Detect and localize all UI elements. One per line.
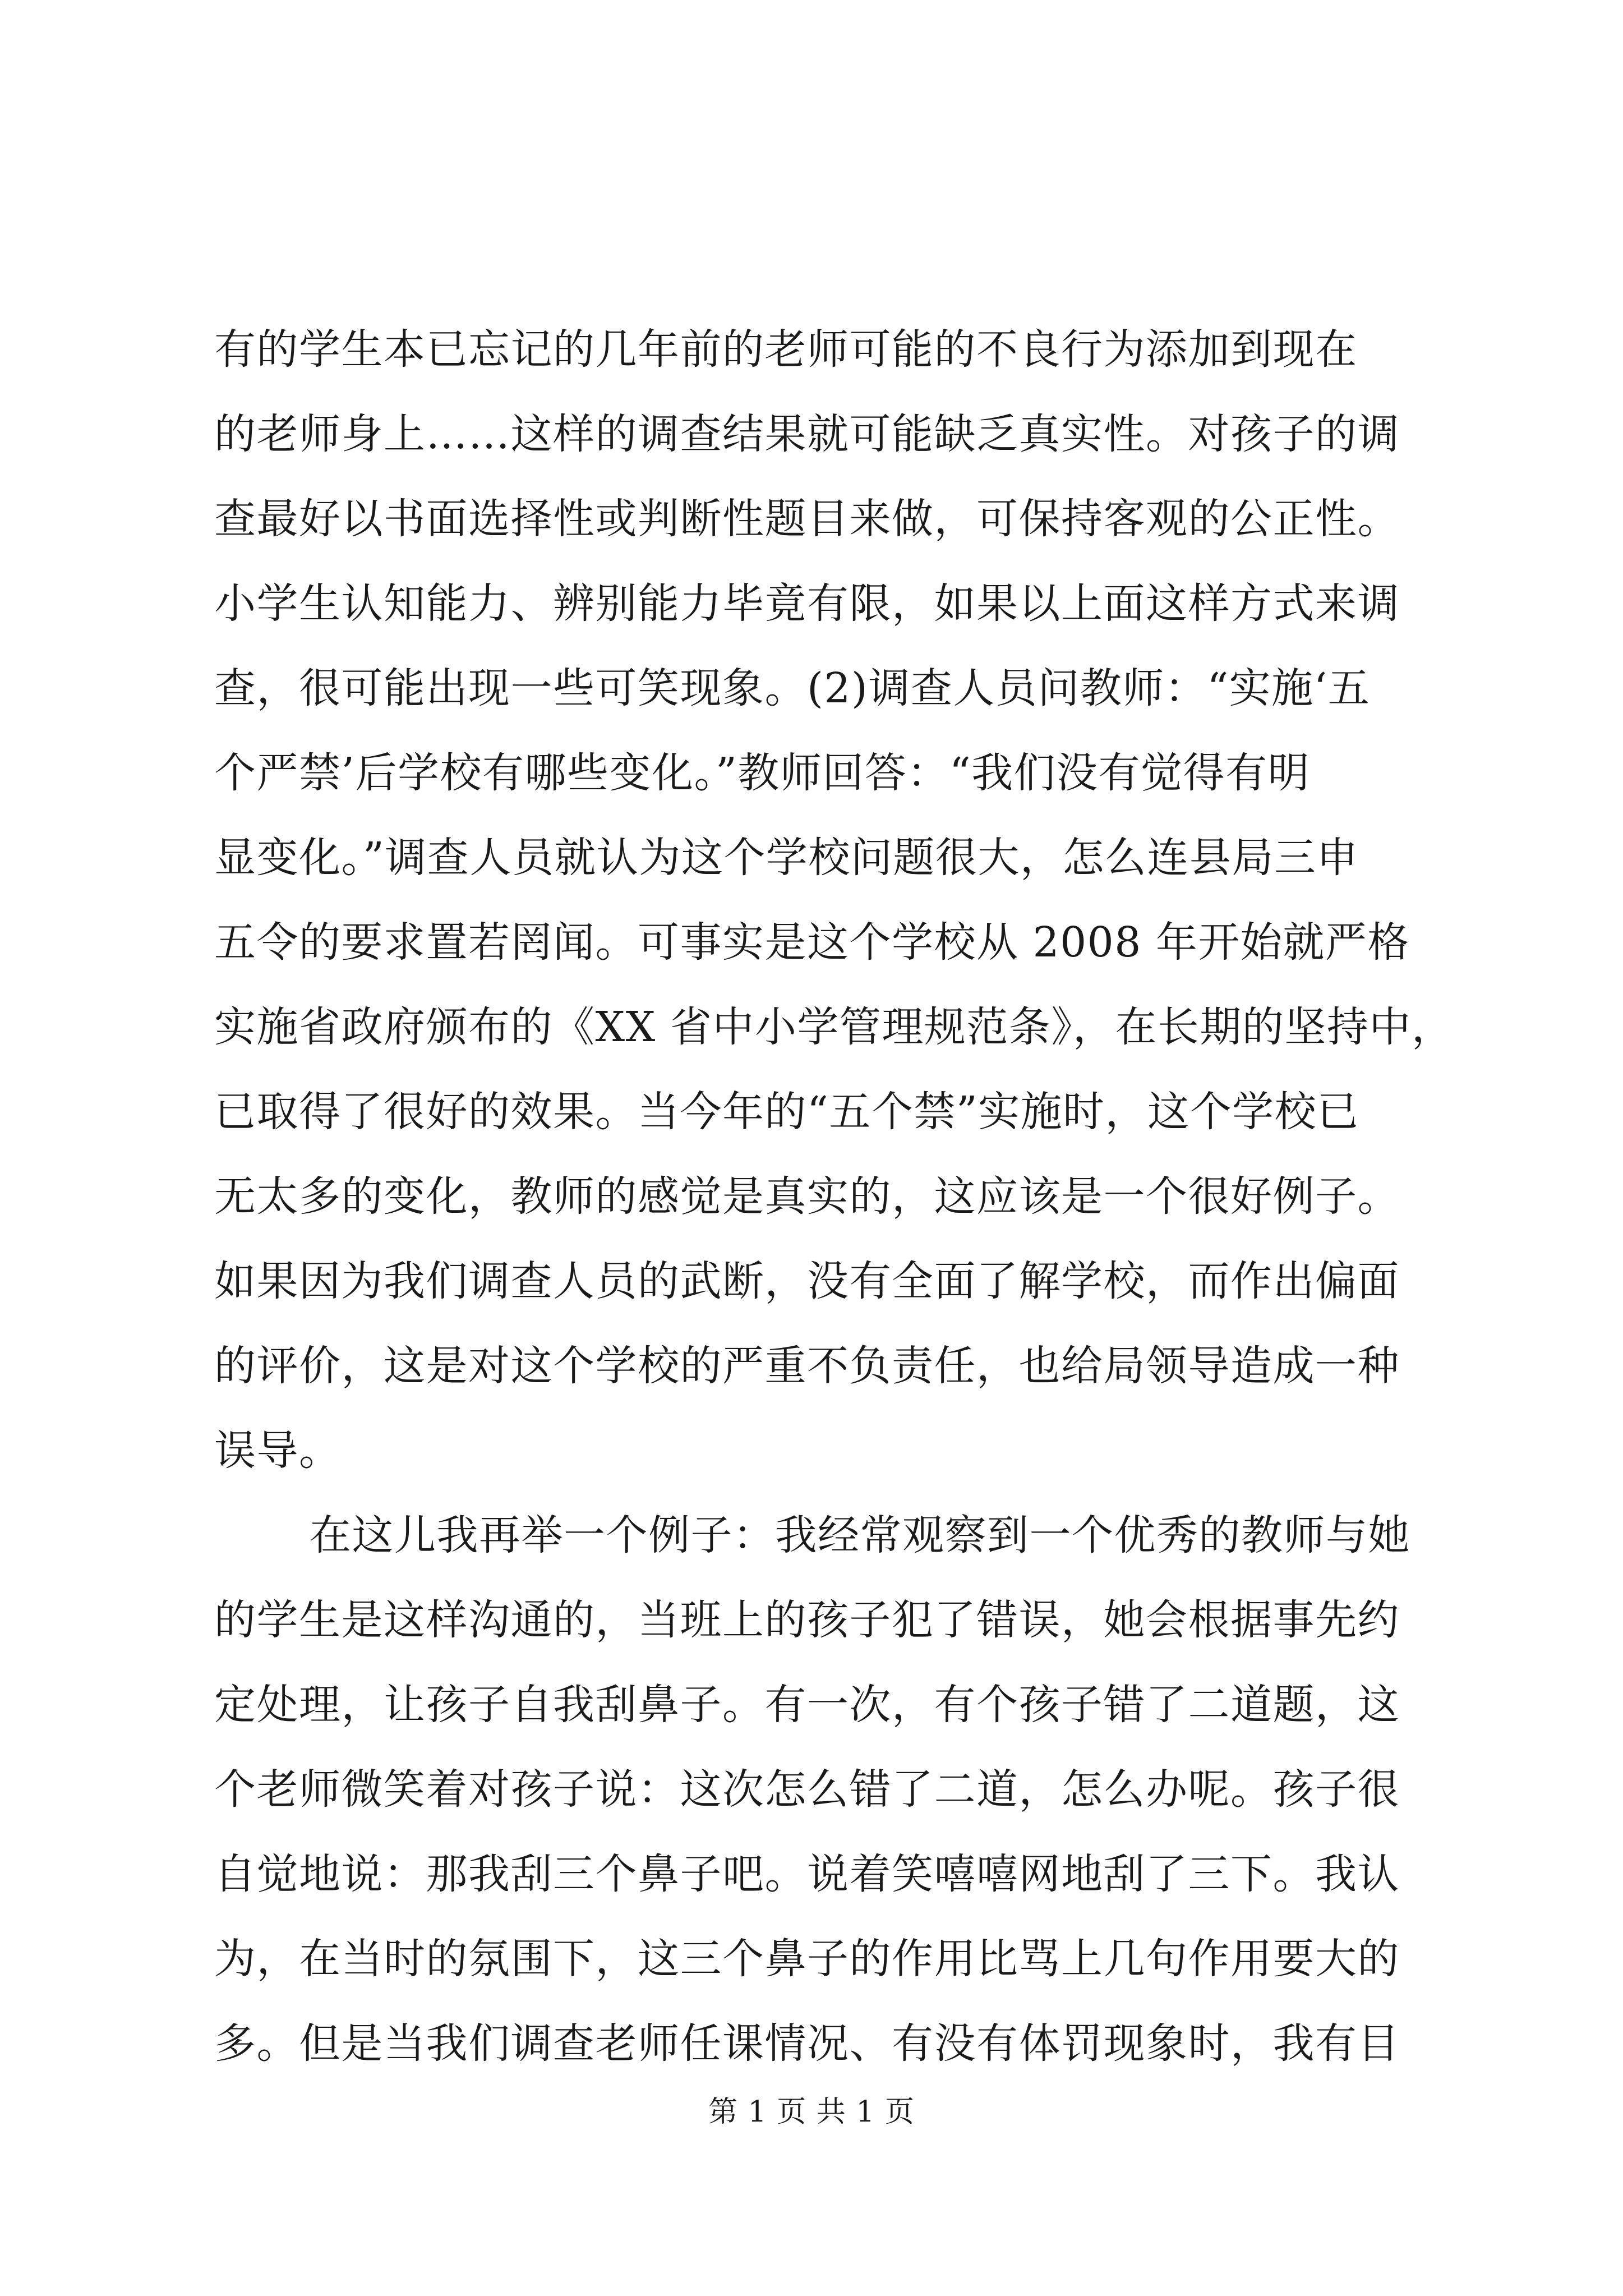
text-line: 的老师身上……这样的调查结果就可能缺乏真实性。对孩子的调 <box>214 410 1400 458</box>
page-footer <box>0 2092 1623 2132</box>
text-line: 查最好以书面选择性或判断性题目来做，可保持客观的公正性。 <box>214 495 1400 543</box>
text-line: 实施省政府颁布的《XX 省中小学管理规范条》，在长期的坚持中， <box>214 1003 1454 1051</box>
text-line: 自觉地说：那我刮三个鼻子吧。说着笑嘻嘻网地刮了三下。我认 <box>214 1850 1400 1898</box>
text-line: 已取得了很好的效果。当今年的“五个禁”实施时，这个学校已 <box>214 1088 1359 1136</box>
text-line: 个老师微笑着对孩子说：这次怎么错了二道，怎么办呢。孩子很 <box>214 1765 1400 1814</box>
text-line: 定处理，让孩子自我刮鼻子。有一次，有个孩子错了二道题，这 <box>214 1681 1400 1729</box>
text-line: 查，很可能出现一些可笑现象。(2)调查人员问教师：“实施‘五 <box>214 664 1371 712</box>
page-number-label: 第 1 页 共 1 页 <box>708 2095 915 2129</box>
text-line: 的学生是这样沟通的，当班上的孩子犯了错误，她会根据事先约 <box>214 1596 1400 1644</box>
text-line: 多。但是当我们调查老师任课情况、有没有体罚现象时，我有目 <box>214 2019 1400 2068</box>
text-line: 为，在当时的氛围下，这三个鼻子的作用比骂上几句作用要大的 <box>214 1935 1400 1983</box>
text-line: 显变化。”调查人员就认为这个学校问题很大，怎么连县局三申 <box>214 834 1359 882</box>
text-line: 五令的要求置若罔闻。可事实是这个学校从 2008 年开始就严格 <box>214 918 1410 967</box>
text-line: 的评价，这是对这个学校的严重不负责任，也给局领导造成一种 <box>214 1342 1400 1390</box>
text-line: 小学生认知能力、辨别能力毕竟有限，如果以上面这样方式来调 <box>214 579 1400 628</box>
paragraph-first-line: 在这儿我再举一个例子：我经常观察到一个优秀的教师与她 <box>310 1511 1410 1559</box>
text-line: 个严禁’后学校有哪些变化。”教师回答：“我们没有觉得有明 <box>214 749 1311 797</box>
body-text <box>214 307 1454 2086</box>
text-line: 如果因为我们调查人员的武断，没有全面了解学校，而作出偏面 <box>214 1257 1400 1305</box>
text-line: 有的学生本已忘记的几年前的老师可能的不良行为添加到现在 <box>214 325 1358 374</box>
text-line: 无太多的变化，教师的感觉是真实的，这应该是一个很好例子。 <box>214 1172 1400 1221</box>
text-line: 误导。 <box>214 1427 342 1475</box>
